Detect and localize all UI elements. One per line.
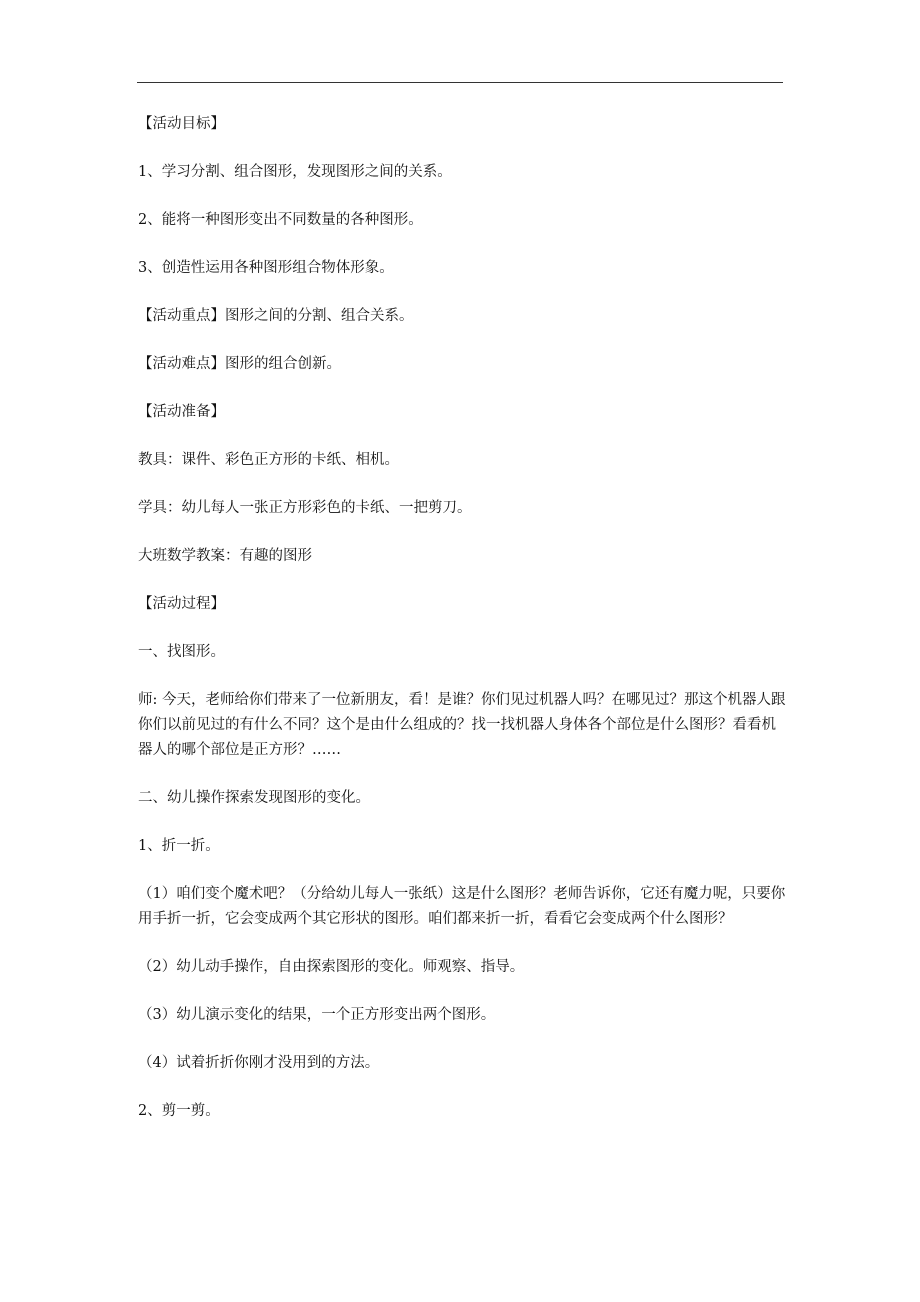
- fold-step-3: （3）幼儿演示变化的结果，一个正方形变出两个图形。: [138, 1007, 496, 1023]
- step-two-heading: 二、幼儿操作探索发现图形的变化。: [138, 790, 370, 806]
- section-heading-objectives: 【活动目标】: [138, 116, 225, 132]
- fold-step-1: （1）咱们变个魔术吧？（分给幼儿每人一张纸）这是什么图形？老师告诉你，它还有魔力呢，只要你用手折一折，它会变成两个其它形状的图形。咱们都来折一折，看看它会变成两个什么图形？: [138, 886, 786, 927]
- teacher-materials: 教具：课件、彩色正方形的卡纸、相机。: [138, 452, 399, 468]
- teacher-dialogue: 师: 今天，老师给你们带来了一位新朋友，看！是谁？你们见过机器人吗？在哪见过？那这个机器人跟你们以前见过的有什么不同？这个是由什么组成的？找一找机器人身体各个部位是什么图形？看看机器人的哪个部位是正方形？……: [138, 692, 786, 758]
- section-heading-process: 【活动过程】: [138, 596, 225, 612]
- objective-item-2: 2、能将一种图形变出不同数量的各种图形。: [138, 212, 423, 228]
- header-rule: [137, 82, 783, 83]
- section-heading-preparation: 【活动准备】: [138, 404, 225, 420]
- step-one-heading: 一、找图形。: [138, 644, 225, 660]
- objective-item-1: 1、学习分割、组合图形，发现图形之间的关系。: [138, 164, 452, 180]
- difficult-point: 【活动难点】图形的组合创新。: [138, 356, 341, 372]
- fold-step-4: （4）试着折折你刚才没用到的方法。: [138, 1055, 380, 1071]
- student-materials: 学具：幼儿每人一张正方形彩色的卡纸、一把剪刀。: [138, 500, 472, 516]
- key-point: 【活动重点】图形之间的分割、组合关系。: [138, 308, 414, 324]
- objective-item-3: 3、创造性运用各种图形组合物体形象。: [138, 260, 394, 276]
- document-body: [138, 112, 786, 1147]
- substep-cut-heading: 2、剪一剪。: [138, 1103, 220, 1119]
- lesson-title: 大班数学教案：有趣的图形: [138, 548, 312, 564]
- substep-fold-heading: 1、折一折。: [138, 838, 220, 854]
- fold-step-2: （2）幼儿动手操作，自由探索图形的变化。师观察、指导。: [138, 959, 525, 975]
